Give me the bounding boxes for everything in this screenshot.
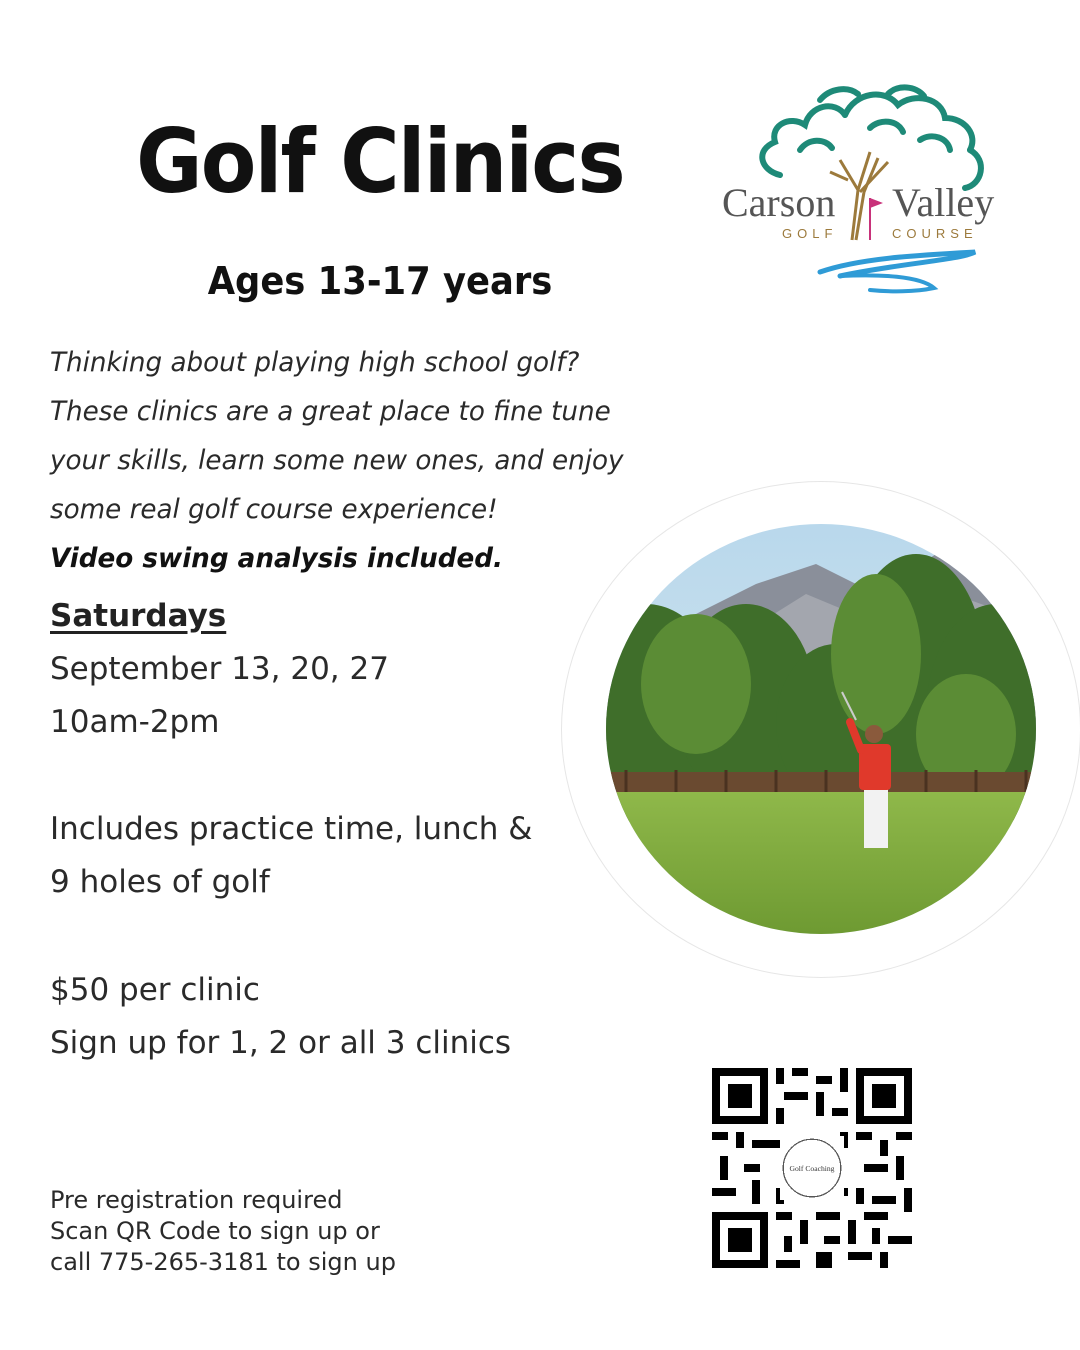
footer-line-2: Scan QR Code to sign up or	[50, 1217, 380, 1245]
logo-sub-course: COURSE	[892, 226, 978, 241]
flyer-title: Golf Clinics	[136, 110, 624, 213]
intro-line: some real golf course experience!	[50, 494, 498, 525]
footer-line-3: call 775-265-3181 to sign up	[50, 1248, 396, 1276]
intro-paragraph	[50, 338, 671, 583]
age-range: Ages 13-17 years	[207, 259, 553, 303]
schedule-time: 10am-2pm	[50, 704, 220, 740]
logo-sub-golf: GOLF	[782, 226, 838, 241]
footer-line-1: Pre registration required	[50, 1186, 343, 1214]
logo-word-carson: Carson	[722, 180, 836, 225]
intro-line: your skills, learn some new ones, and enjoy	[50, 445, 624, 476]
video-analysis-note: Video swing analysis included.	[50, 543, 503, 574]
carson-valley-logo	[720, 80, 1010, 300]
intro-line: Thinking about playing high school golf?	[50, 347, 580, 378]
includes-line-2: 9 holes of golf	[50, 864, 270, 900]
qr-code[interactable]	[712, 1068, 912, 1268]
schedule-dates: September 13, 20, 27	[50, 651, 389, 687]
signup-options: Sign up for 1, 2 or all 3 clinics	[50, 1025, 512, 1061]
logo-word-valley: Valley	[892, 180, 995, 225]
registration-footer	[50, 1185, 610, 1278]
includes-line-1: Includes practice time, lunch &	[50, 811, 533, 847]
golfer-photo	[606, 524, 1036, 934]
intro-line: These clinics are a great place to fine tune	[50, 396, 611, 427]
qr-center-label	[790, 1164, 835, 1173]
schedule-heading: Saturdays	[50, 598, 227, 634]
price: $50 per clinic	[50, 972, 260, 1008]
